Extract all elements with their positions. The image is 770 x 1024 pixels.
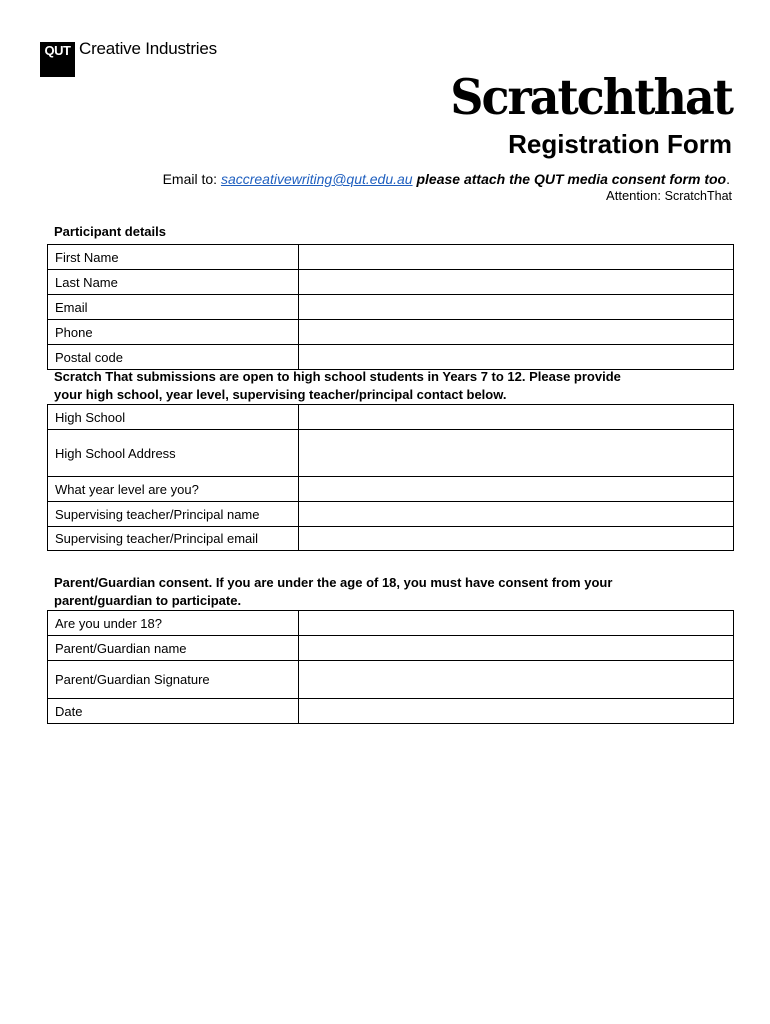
last-name-input[interactable] xyxy=(299,270,734,295)
first-name-input[interactable] xyxy=(299,245,734,270)
school-details-table xyxy=(47,404,734,551)
field-label-high-school-address: High School Address xyxy=(48,430,299,477)
field-label-postal-code: Postal code xyxy=(48,345,299,370)
year-level-input[interactable] xyxy=(299,477,734,502)
table-row xyxy=(48,477,734,502)
field-label-under-18: Are you under 18? xyxy=(48,611,299,636)
field-label-year-level: What year level are you? xyxy=(48,477,299,502)
field-label-email: Email xyxy=(48,295,299,320)
field-label-high-school: High School xyxy=(48,405,299,430)
table-row xyxy=(48,636,734,661)
attention-label: Attention: xyxy=(606,188,661,203)
email-suffix: . xyxy=(726,171,730,187)
participant-details-table xyxy=(47,244,734,370)
guardian-signature-input[interactable] xyxy=(299,661,734,699)
section-heading-line: your high school, year level, supervising teacher/principal contact below. xyxy=(54,387,507,402)
guardian-name-input[interactable] xyxy=(299,636,734,661)
scratchthat-brand-title: Scratchthat xyxy=(450,68,732,126)
attention-line xyxy=(606,188,732,203)
email-instruction xyxy=(163,171,730,187)
table-row xyxy=(48,245,734,270)
participant-details-heading xyxy=(54,223,166,241)
field-label-teacher-email: Supervising teacher/Principal email xyxy=(48,527,299,551)
date-input[interactable] xyxy=(299,699,734,724)
table-row xyxy=(48,405,734,430)
email-link[interactable]: saccreativewriting@qut.edu.au xyxy=(220,171,413,187)
school-details-heading xyxy=(54,368,621,404)
email-note: please attach the QUT media consent form too xyxy=(416,171,727,187)
qut-logo-mark: QUT xyxy=(40,42,75,77)
table-row xyxy=(48,345,734,370)
section-heading-line: Parent/Guardian consent. If you are under the age of 18, you must have consent from your xyxy=(54,575,613,590)
field-label-guardian-signature: Parent/Guardian Signature xyxy=(48,661,299,699)
guardian-consent-heading xyxy=(54,574,612,610)
email-prefix: Email to: xyxy=(162,171,218,187)
section-heading-line: Participant details xyxy=(54,224,166,239)
qut-logo xyxy=(40,38,217,77)
section-heading-line: parent/guardian to participate. xyxy=(54,593,242,608)
field-label-date: Date xyxy=(48,699,299,724)
table-row xyxy=(48,502,734,527)
high-school-address-input[interactable] xyxy=(299,430,734,477)
field-label-last-name: Last Name xyxy=(48,270,299,295)
teacher-name-input[interactable] xyxy=(299,502,734,527)
email-input[interactable] xyxy=(299,295,734,320)
field-label-first-name: First Name xyxy=(48,245,299,270)
table-row xyxy=(48,320,734,345)
section-heading-line: Scratch That submissions are open to high school students in Years 7 to 12. Please provide xyxy=(54,369,621,384)
table-row xyxy=(48,270,734,295)
guardian-consent-table xyxy=(47,610,734,724)
under-18-input[interactable] xyxy=(299,611,734,636)
phone-input[interactable] xyxy=(299,320,734,345)
high-school-input[interactable] xyxy=(299,405,734,430)
field-label-teacher-name: Supervising teacher/Principal name xyxy=(48,502,299,527)
form-title: Registration Form xyxy=(508,129,732,159)
field-label-phone: Phone xyxy=(48,320,299,345)
table-row xyxy=(48,611,734,636)
table-row xyxy=(48,295,734,320)
postal-code-input[interactable] xyxy=(299,345,734,370)
table-row xyxy=(48,699,734,724)
qut-logo-text: Creative Industries xyxy=(79,38,217,58)
table-row xyxy=(48,661,734,699)
table-row xyxy=(48,527,734,551)
attention-value: ScratchThat xyxy=(664,189,732,203)
field-label-guardian-name: Parent/Guardian name xyxy=(48,636,299,661)
teacher-email-input[interactable] xyxy=(299,527,734,551)
table-row xyxy=(48,430,734,477)
